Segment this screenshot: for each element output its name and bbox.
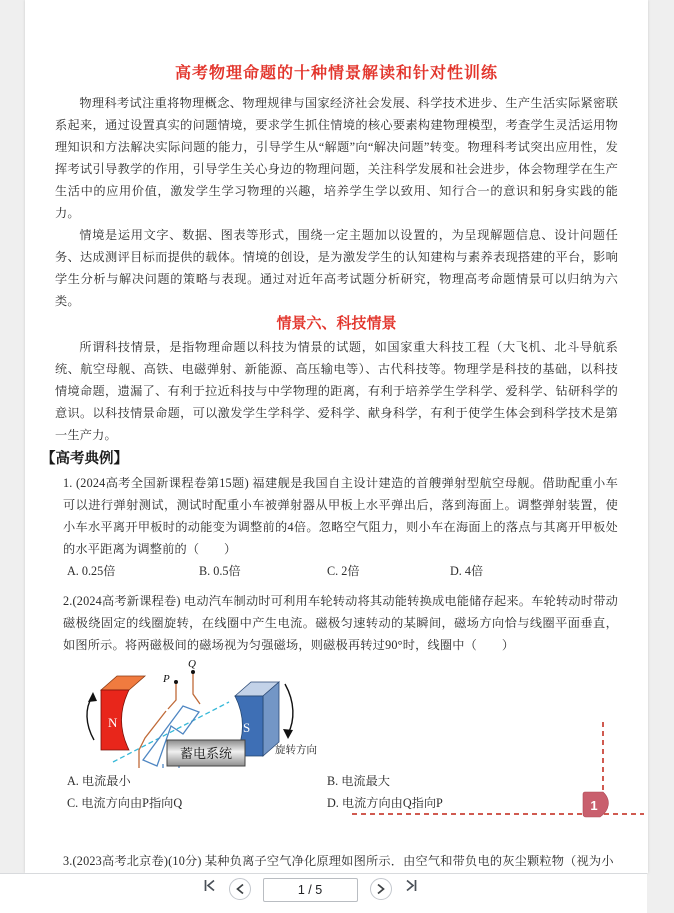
generator-diagram (79, 658, 618, 768)
question-1-options (67, 560, 618, 582)
n-pole-label: N (108, 715, 118, 730)
section-intro-paragraph: 所谓科技情景，是指物理命题以科技为情景的试题，如国家重大科技工程（大飞机、北斗导航系统、航空母舰、高铁、电磁弹射、新能源、高压输电等）、古代科技等。物理学是科技的基础，以科技情境命题，遗漏了、有利于拉近科技与中学物理的距离，有利于培养学生学科学、爱科学、钻研科学的意识。以科技情景命题，可以激发学生学科学、爱科学、献身科学，有利于使学生体会到科学技术是第一生产力。 (55, 340, 618, 442)
question-1 (55, 472, 618, 582)
option-d: D. 电流方向由Q指向P (327, 796, 443, 810)
intro-paragraph-2: 情境是运用文字、数据、图表等形式，围绕一定主题加以设置的，为呈现解题信息、设计问题任务、达成测评目标而提供的载体。情境的创设，是为激发学生的认知建构与素养表现搭建的平台，影响学生分析与解决问题的策略与表现。通过对近年高考试题分析研究，物理高考命题情景可以归纳为六类。 (55, 228, 618, 308)
question-3 (55, 850, 618, 872)
question-2-options (67, 770, 618, 814)
terminal-p-label: P (163, 673, 170, 685)
right-rotation-arrow-icon (283, 684, 293, 739)
question-1-body: (2024高考全国新课程卷第15题) 福建舰是我国自主设计建造的首艘弹射型航空母舰。借助配重小车可以进行弹射测试，测试时配重小车被弹射器从甲板上水平弹出后，落到海面上。调整弹射装置，使小车水平离开甲板时的动能变为调整前的4倍。忽略空气阻力，则小车在海面上的落点与其离开甲板处的水平距离为调整前的（ ） (63, 476, 619, 556)
magnet-n-pole (101, 676, 145, 750)
page-number-input[interactable]: 1 / 5 (263, 878, 358, 902)
question-3-body: (2023高考北京卷)(10分) 某种负离子空气净化原理如图所示．由空气和带负电的灰尘颗粒物（视为小 (72, 854, 614, 868)
option-c: C. 2倍 (327, 564, 360, 578)
option-b: B. 电流最大 (327, 774, 390, 788)
document-title: 高考物理命题的十种情景解读和针对性训练 (174, 65, 498, 82)
next-page-button[interactable] (370, 878, 392, 900)
terminal-q-dot (191, 670, 195, 674)
terminal-p-dot (174, 680, 178, 684)
question-2 (55, 590, 618, 814)
first-page-button[interactable] (202, 878, 217, 893)
previous-page-button[interactable] (229, 878, 251, 900)
question-1-number: 1. (63, 476, 73, 490)
question-2-text (55, 590, 618, 656)
page-content (25, 0, 648, 872)
battery-system-label: 蓄电系统 (179, 746, 233, 761)
question-2-body: (2024高考新课程卷) 电动汽车制动时可利用车轮转动将其动能转换成电能储存起来。车轮转动时带动磁极绕固定的线圈旋转，在线圈中产生电流。磁极匀速转动的某瞬间，磁场方向恰与线圈平面垂直，如图所示。将两磁极间的磁场视为匀强磁场，则磁极再转过90°时，线圈中（ ） (63, 594, 618, 652)
option-a: A. 0.25倍 (67, 564, 116, 578)
chevron-right-icon (376, 883, 386, 895)
red-dashed-vertical-line (602, 722, 604, 794)
option-d: D. 4倍 (450, 564, 484, 578)
page-number-badge-text: 1 (590, 798, 598, 813)
section-heading: 情景六、科技情景 (276, 315, 397, 332)
question-3-text (55, 850, 618, 872)
first-page-icon (202, 878, 217, 893)
battery-system-box (167, 740, 245, 766)
question-3-number: 3. (63, 854, 73, 868)
left-rotation-arrow-icon (87, 692, 97, 740)
last-page-icon (404, 878, 419, 893)
question-1-text (55, 472, 618, 560)
last-page-button[interactable] (404, 878, 419, 893)
s-pole-label: S (243, 720, 251, 735)
option-a: A. 电流最小 (67, 774, 131, 788)
pagination-toolbar (0, 873, 647, 913)
option-b: B. 0.5倍 (199, 564, 241, 578)
chevron-left-icon (235, 883, 245, 895)
terminal-q-label: Q (188, 658, 196, 670)
generator-diagram-svg (79, 658, 319, 768)
pdf-page (25, 0, 648, 873)
page-number-badge (582, 791, 612, 818)
rotation-direction-label: 旋转方向 (275, 745, 317, 756)
option-c: C. 电流方向由P指向Q (67, 796, 183, 810)
intro-paragraph-1: 物理科考试注重将物理概念、物理规律与国家经济社会发展、科学技术进步、生产生活实际紧密联系起来，通过设置真实的问题情境，要求学生抓住情境的核心要素构建物理模型，考查学生灵活运用物理知识和方法解决实际问题的能力，引导学生从“解题”向“解决问题”转变。物理科考试突出应用性，发挥考试引导教学的作用，引导学生关心身边的物理问题，关注科学发展和社会进步，体会物理学在生产生活中的应用价值，激发学生学习物理的兴趣，培养学生学以致用、知行合一的意识和躬身实践的能力。 (55, 96, 618, 220)
question-2-number: 2. (63, 594, 73, 608)
examples-heading: 【高考典例】 (41, 451, 128, 467)
